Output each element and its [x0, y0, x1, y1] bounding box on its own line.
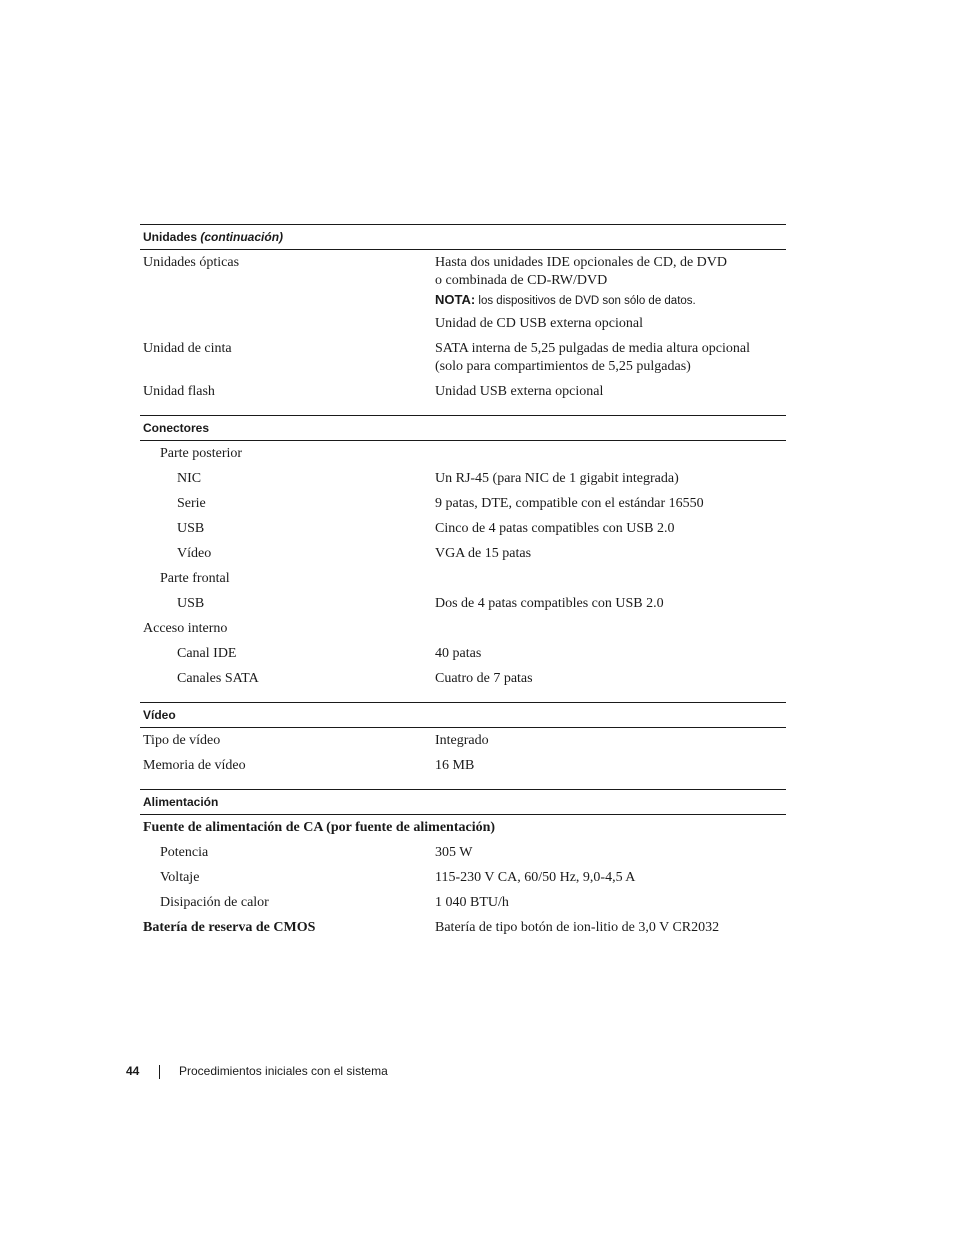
spec-label-usb-back: USB: [177, 521, 205, 536]
spec-row-voltage: [140, 866, 786, 891]
spec-row-ide: [140, 642, 786, 667]
footer-divider: [159, 1065, 160, 1079]
spec-row-nic: [140, 467, 786, 492]
spec-row-back: [140, 442, 786, 467]
spec-value-sata: Cuatro de 7 patas: [435, 671, 533, 686]
spec-label-ide: Canal IDE: [177, 646, 237, 661]
spec-value-ide: 40 patas: [435, 646, 482, 661]
section-body-video: [140, 728, 786, 789]
spec-value-optical-line1: Hasta dos unidades IDE opcionales de CD, de DVD: [435, 255, 727, 270]
spec-label-usb-front: USB: [177, 596, 205, 611]
spec-row-internal: [140, 617, 786, 642]
spec-value-tape: [435, 337, 786, 380]
section-title-drives: Unidades: [143, 230, 198, 244]
spec-label-voltage: Voltaje: [160, 870, 200, 885]
spec-label-tape: Unidad de cinta: [143, 341, 232, 356]
spec-value-tape-line2: (solo para compartimientos de 5,25 pulgadas): [435, 359, 691, 374]
spec-row-flash: [140, 380, 786, 405]
footer-title: Procedimientos iniciales con el sistema: [179, 1064, 388, 1078]
spec-value-battery: Batería de tipo botón de ion-litio de 3,0 V CR2032: [435, 920, 720, 935]
spec-label-battery: Batería de reserva de CMOS: [143, 920, 316, 935]
spec-row-optical: [140, 251, 786, 337]
spec-label-flash: Unidad flash: [143, 384, 215, 399]
section-header-connectors: [140, 415, 786, 441]
spec-value-usb-front: Dos de 4 patas compatibles con USB 2.0: [435, 596, 664, 611]
spec-value-heat: 1 040 BTU/h: [435, 895, 509, 910]
spec-label-front: Parte frontal: [160, 571, 230, 586]
spec-label-psu: Fuente de alimentación de CA (por fuente de alimentación): [143, 820, 496, 835]
spec-row-battery: [140, 916, 786, 941]
spec-row-sata: [140, 667, 786, 692]
spec-label-sata: Canales SATA: [177, 671, 259, 686]
section-body-connectors: [140, 441, 786, 702]
section-title-suffix: (continuación): [200, 230, 284, 244]
spec-value-serial: 9 patas, DTE, compatible con el estándar 16550: [435, 496, 704, 511]
section-header-video: [140, 702, 786, 728]
spec-value-optical-line2: o combinada de CD-RW/DVD: [435, 273, 608, 288]
spec-value-optical: [435, 251, 786, 337]
spec-value-nic: Un RJ-45 (para NIC de 1 gigabit integrada): [435, 471, 679, 486]
spec-label-video-memory: Memoria de vídeo: [143, 758, 246, 773]
spec-label-video-port: Vídeo: [177, 546, 212, 561]
note: [435, 290, 786, 313]
spec-row-wattage: [140, 841, 786, 866]
spec-label-internal: Acceso interno: [143, 621, 228, 636]
spec-row-heat: [140, 891, 786, 916]
section-title-power: Alimentación: [143, 795, 219, 809]
section-body-power: [140, 815, 786, 951]
spec-value-voltage: 115-230 V CA, 60/50 Hz, 9,0-4,5 A: [435, 870, 636, 885]
spec-label-nic: NIC: [177, 471, 202, 486]
section-body-drives: [140, 250, 786, 415]
spec-label-back: Parte posterior: [160, 446, 243, 461]
spec-label-optical: Unidades ópticas: [143, 255, 240, 270]
spec-row-usb-front: [140, 592, 786, 617]
spec-row-front: [140, 567, 786, 592]
spec-row-serial: [140, 492, 786, 517]
spec-label-heat: Disipación de calor: [160, 895, 269, 910]
spec-row-video-port: [140, 542, 786, 567]
note-text: los dispositivos de DVD son sólo de datos.: [478, 295, 696, 307]
page-number: 44: [126, 1064, 140, 1078]
section-title-connectors: Conectores: [143, 421, 210, 435]
spec-label-video-type: Tipo de vídeo: [143, 733, 221, 748]
spec-label-wattage: Potencia: [160, 845, 209, 860]
spec-value-usb-back: Cinco de 4 patas compatibles con USB 2.0: [435, 521, 675, 536]
spec-row-video-type: [140, 729, 786, 754]
spec-value-optical-line3: Unidad de CD USB externa opcional: [435, 316, 644, 331]
spec-value-wattage: 305 W: [435, 845, 473, 860]
spec-label-serial: Serie: [177, 496, 206, 511]
spec-value-flash: Unidad USB externa opcional: [435, 384, 604, 399]
specifications-table: [140, 224, 786, 951]
spec-row-psu: [140, 816, 786, 841]
spec-row-video-memory: [140, 754, 786, 779]
spec-row-usb-back: [140, 517, 786, 542]
spec-row-tape: [140, 337, 786, 380]
spec-value-video-type: Integrado: [435, 733, 489, 748]
spec-value-video-port: VGA de 15 patas: [435, 546, 532, 561]
note-label: NOTA:: [435, 292, 476, 307]
section-title-video: Vídeo: [143, 708, 176, 722]
section-header-power: [140, 789, 786, 815]
spec-value-video-memory: 16 MB: [435, 758, 475, 773]
section-header-drives: [140, 224, 786, 250]
spec-value-tape-line1: SATA interna de 5,25 pulgadas de media altura opcional: [435, 341, 750, 356]
